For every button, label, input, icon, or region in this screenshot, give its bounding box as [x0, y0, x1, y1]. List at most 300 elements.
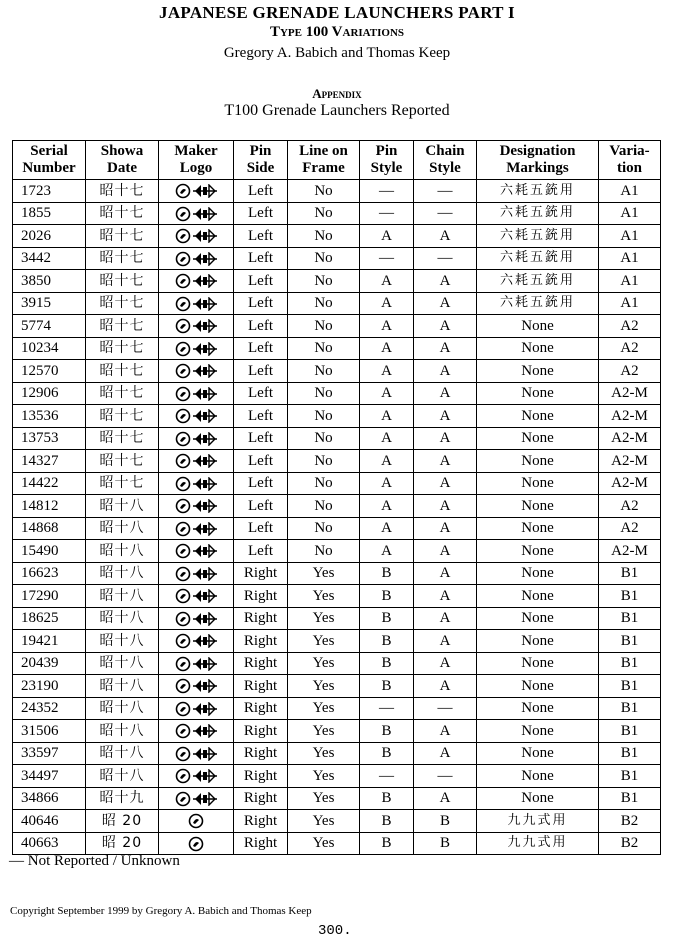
- cell-chain-style: A: [414, 585, 477, 608]
- cell-designation-markings: None: [477, 405, 599, 428]
- column-header-line: Logo: [179, 160, 213, 176]
- cell-serial-number: 20439: [13, 652, 86, 675]
- cell-line-on-frame: No: [288, 517, 360, 540]
- cell-variation: A2: [599, 517, 661, 540]
- cell-serial-number: 5774: [13, 315, 86, 338]
- table-row: [13, 540, 661, 563]
- cell-chain-style: A: [414, 382, 477, 405]
- cell-line-on-frame: Yes: [288, 787, 360, 810]
- cell-pin-side: Right: [234, 832, 288, 855]
- cell-variation: A2-M: [599, 472, 661, 495]
- column-header-line: Pin: [249, 143, 272, 159]
- cell-variation: B2: [599, 810, 661, 833]
- cell-line-on-frame: Yes: [288, 810, 360, 833]
- cell-line-on-frame: Yes: [288, 742, 360, 765]
- column-header-line: Varia-: [609, 143, 650, 159]
- table-row: [13, 810, 661, 833]
- cell-serial-number: 24352: [13, 697, 86, 720]
- cell-variation: B1: [599, 765, 661, 788]
- cell-serial-number: 33597: [13, 742, 86, 765]
- cell-showa-date: 昭十七: [86, 202, 159, 225]
- column-header-serial-number: [13, 141, 86, 180]
- column-header-pin-style: [360, 141, 414, 180]
- cell-pin-style: A: [360, 382, 414, 405]
- table-row: [13, 742, 661, 765]
- table-row: [13, 360, 661, 383]
- maker-logo-icon: [175, 183, 218, 199]
- table-row: [13, 202, 661, 225]
- cell-line-on-frame: No: [288, 270, 360, 293]
- cell-chain-style: —: [414, 180, 477, 203]
- cell-pin-style: A: [360, 292, 414, 315]
- column-header-line: Serial: [30, 143, 68, 159]
- legend-note: — Not Reported / Unknown: [9, 853, 180, 869]
- cell-designation-markings: None: [477, 360, 599, 383]
- cell-showa-date: 昭十八: [86, 517, 159, 540]
- cell-designation-markings: None: [477, 540, 599, 563]
- cell-pin-side: Right: [234, 810, 288, 833]
- cell-pin-side: Left: [234, 472, 288, 495]
- column-header-line: Frame: [302, 160, 345, 176]
- cell-maker-logo: [159, 427, 234, 450]
- cell-line-on-frame: No: [288, 225, 360, 248]
- maker-logo-icon: [175, 476, 218, 492]
- cell-designation-markings: None: [477, 562, 599, 585]
- cell-serial-number: 1723: [13, 180, 86, 203]
- cell-designation-markings: 六耗五銃用: [477, 202, 599, 225]
- cell-pin-side: Left: [234, 540, 288, 563]
- cell-pin-style: A: [360, 517, 414, 540]
- cell-designation-markings: 六耗五銃用: [477, 225, 599, 248]
- cell-variation: A2-M: [599, 427, 661, 450]
- cell-pin-side: Left: [234, 450, 288, 473]
- cell-serial-number: 31506: [13, 720, 86, 743]
- cell-designation-markings: None: [477, 652, 599, 675]
- cell-pin-style: B: [360, 720, 414, 743]
- maker-logo-icon: [175, 521, 218, 537]
- cell-pin-side: Left: [234, 202, 288, 225]
- cell-chain-style: A: [414, 517, 477, 540]
- cell-line-on-frame: Yes: [288, 562, 360, 585]
- cell-variation: A2: [599, 337, 661, 360]
- table-row: [13, 787, 661, 810]
- cell-serial-number: 40663: [13, 832, 86, 855]
- cell-pin-side: Left: [234, 382, 288, 405]
- table-row: [13, 382, 661, 405]
- maker-logo-icon: [175, 723, 218, 739]
- cell-variation: A1: [599, 225, 661, 248]
- cell-maker-logo: [159, 540, 234, 563]
- cell-chain-style: A: [414, 360, 477, 383]
- cell-pin-side: Right: [234, 787, 288, 810]
- cell-chain-style: A: [414, 337, 477, 360]
- cell-pin-style: A: [360, 540, 414, 563]
- cell-showa-date: 昭十八: [86, 562, 159, 585]
- table-row: [13, 697, 661, 720]
- cell-showa-date: 昭十八: [86, 720, 159, 743]
- cell-chain-style: A: [414, 495, 477, 518]
- cell-pin-style: —: [360, 202, 414, 225]
- cell-designation-markings: None: [477, 337, 599, 360]
- cell-pin-side: Left: [234, 270, 288, 293]
- cell-maker-logo: [159, 225, 234, 248]
- cell-line-on-frame: No: [288, 180, 360, 203]
- cell-maker-logo: [159, 382, 234, 405]
- maker-logo-single-icon: [188, 813, 204, 829]
- cell-serial-number: 23190: [13, 675, 86, 698]
- maker-logo-icon: [175, 498, 218, 514]
- cell-pin-side: Left: [234, 180, 288, 203]
- cell-chain-style: —: [414, 247, 477, 270]
- cell-maker-logo: [159, 450, 234, 473]
- cell-pin-style: B: [360, 585, 414, 608]
- cell-maker-logo: [159, 315, 234, 338]
- maker-logo-icon: [175, 341, 218, 357]
- cell-line-on-frame: No: [288, 382, 360, 405]
- cell-showa-date: 昭十九: [86, 787, 159, 810]
- cell-pin-side: Right: [234, 675, 288, 698]
- cell-maker-logo: [159, 337, 234, 360]
- cell-line-on-frame: Yes: [288, 765, 360, 788]
- table-row: [13, 180, 661, 203]
- cell-designation-markings: None: [477, 495, 599, 518]
- cell-variation: A1: [599, 292, 661, 315]
- maker-logo-icon: [175, 768, 218, 784]
- maker-logo-icon: [175, 273, 218, 289]
- table-row: [13, 427, 661, 450]
- cell-showa-date: 昭十七: [86, 427, 159, 450]
- cell-line-on-frame: No: [288, 450, 360, 473]
- cell-serial-number: 14422: [13, 472, 86, 495]
- maker-logo-icon: [175, 543, 218, 559]
- cell-pin-side: Left: [234, 427, 288, 450]
- maker-logo-icon: [175, 678, 218, 694]
- cell-showa-date: 昭十七: [86, 270, 159, 293]
- cell-showa-date: 昭十七: [86, 405, 159, 428]
- maker-logo-icon: [175, 453, 218, 469]
- column-header-line-on-frame: [288, 141, 360, 180]
- cell-designation-markings: 九九式用: [477, 810, 599, 833]
- cell-line-on-frame: No: [288, 315, 360, 338]
- cell-variation: A2: [599, 360, 661, 383]
- cell-serial-number: 34866: [13, 787, 86, 810]
- maker-logo-icon: [175, 633, 218, 649]
- cell-line-on-frame: No: [288, 427, 360, 450]
- column-header-designation-markings: [477, 141, 599, 180]
- cell-variation: A1: [599, 180, 661, 203]
- cell-showa-date: 昭十八: [86, 630, 159, 653]
- cell-maker-logo: [159, 607, 234, 630]
- cell-pin-style: B: [360, 630, 414, 653]
- cell-pin-style: A: [360, 315, 414, 338]
- cell-showa-date: 昭十八: [86, 742, 159, 765]
- cell-variation: B1: [599, 787, 661, 810]
- cell-maker-logo: [159, 270, 234, 293]
- launcher-table: [12, 140, 661, 855]
- column-header-line: Designation: [499, 143, 576, 159]
- cell-chain-style: A: [414, 315, 477, 338]
- cell-maker-logo: [159, 720, 234, 743]
- cell-serial-number: 18625: [13, 607, 86, 630]
- cell-designation-markings: 九九式用: [477, 832, 599, 855]
- column-header-line: Style: [429, 160, 461, 176]
- column-header-variation: [599, 141, 661, 180]
- table-row: [13, 765, 661, 788]
- cell-variation: B2: [599, 832, 661, 855]
- cell-variation: A2-M: [599, 540, 661, 563]
- cell-pin-style: B: [360, 832, 414, 855]
- column-header-pin-side: [234, 141, 288, 180]
- table-row: [13, 472, 661, 495]
- cell-pin-style: B: [360, 607, 414, 630]
- cell-maker-logo: [159, 630, 234, 653]
- cell-maker-logo: [159, 472, 234, 495]
- cell-serial-number: 34497: [13, 765, 86, 788]
- cell-serial-number: 3915: [13, 292, 86, 315]
- cell-variation: B1: [599, 720, 661, 743]
- appendix-heading: Appendix: [312, 86, 362, 101]
- cell-serial-number: 13536: [13, 405, 86, 428]
- cell-pin-side: Right: [234, 630, 288, 653]
- cell-pin-side: Right: [234, 742, 288, 765]
- cell-chain-style: A: [414, 675, 477, 698]
- cell-showa-date: 昭十七: [86, 472, 159, 495]
- cell-line-on-frame: Yes: [288, 585, 360, 608]
- column-header-line: Maker: [174, 143, 218, 159]
- cell-variation: A2-M: [599, 405, 661, 428]
- column-header-line: Markings: [506, 160, 569, 176]
- cell-line-on-frame: No: [288, 405, 360, 428]
- cell-chain-style: —: [414, 202, 477, 225]
- cell-chain-style: A: [414, 630, 477, 653]
- cell-chain-style: A: [414, 607, 477, 630]
- cell-serial-number: 10234: [13, 337, 86, 360]
- cell-maker-logo: [159, 742, 234, 765]
- maker-logo-single-icon: [188, 836, 204, 852]
- cell-pin-side: Left: [234, 247, 288, 270]
- cell-showa-date: 昭十七: [86, 360, 159, 383]
- table-row: [13, 247, 661, 270]
- column-header-maker-logo: [159, 141, 234, 180]
- cell-chain-style: A: [414, 270, 477, 293]
- cell-chain-style: A: [414, 562, 477, 585]
- table-row: [13, 292, 661, 315]
- cell-pin-style: B: [360, 742, 414, 765]
- cell-chain-style: A: [414, 292, 477, 315]
- table-row: [13, 630, 661, 653]
- cell-chain-style: A: [414, 225, 477, 248]
- cell-variation: A1: [599, 202, 661, 225]
- column-header-line: Showa: [100, 143, 144, 159]
- maker-logo-icon: [175, 408, 218, 424]
- cell-showa-date: 昭十八: [86, 697, 159, 720]
- table-row: [13, 270, 661, 293]
- cell-line-on-frame: Yes: [288, 697, 360, 720]
- cell-variation: A2: [599, 315, 661, 338]
- maker-logo-icon: [175, 656, 218, 672]
- cell-line-on-frame: Yes: [288, 675, 360, 698]
- cell-pin-side: Left: [234, 315, 288, 338]
- cell-maker-logo: [159, 405, 234, 428]
- authors-line: Gregory A. Babich and Thomas Keep: [223, 45, 451, 61]
- table-row: [13, 225, 661, 248]
- cell-designation-markings: None: [477, 720, 599, 743]
- cell-pin-style: —: [360, 765, 414, 788]
- cell-line-on-frame: No: [288, 495, 360, 518]
- table-row: [13, 517, 661, 540]
- cell-pin-side: Right: [234, 720, 288, 743]
- table-row: [13, 405, 661, 428]
- cell-designation-markings: None: [477, 742, 599, 765]
- maker-logo-icon: [175, 251, 218, 267]
- cell-pin-side: Left: [234, 517, 288, 540]
- cell-variation: A2-M: [599, 450, 661, 473]
- cell-serial-number: 16623: [13, 562, 86, 585]
- cell-chain-style: A: [414, 720, 477, 743]
- cell-chain-style: A: [414, 742, 477, 765]
- column-header-line: tion: [616, 160, 642, 176]
- cell-line-on-frame: No: [288, 337, 360, 360]
- cell-serial-number: 14868: [13, 517, 86, 540]
- cell-pin-style: A: [360, 270, 414, 293]
- cell-serial-number: 3850: [13, 270, 86, 293]
- column-header-line: Style: [370, 160, 403, 176]
- maker-logo-icon: [175, 296, 218, 312]
- cell-pin-side: Right: [234, 562, 288, 585]
- cell-variation: B1: [599, 630, 661, 653]
- maker-logo-icon: [175, 228, 218, 244]
- maker-logo-icon: [175, 701, 218, 717]
- table-row: [13, 337, 661, 360]
- table-row: [13, 675, 661, 698]
- cell-variation: B1: [599, 607, 661, 630]
- cell-serial-number: 12570: [13, 360, 86, 383]
- cell-line-on-frame: No: [288, 472, 360, 495]
- cell-maker-logo: [159, 360, 234, 383]
- cell-serial-number: 3442: [13, 247, 86, 270]
- cell-pin-side: Right: [234, 697, 288, 720]
- cell-line-on-frame: Yes: [288, 630, 360, 653]
- cell-pin-side: Left: [234, 225, 288, 248]
- cell-variation: B1: [599, 697, 661, 720]
- cell-pin-style: —: [360, 247, 414, 270]
- cell-chain-style: —: [414, 765, 477, 788]
- cell-pin-style: B: [360, 810, 414, 833]
- cell-pin-style: A: [360, 337, 414, 360]
- cell-pin-style: A: [360, 360, 414, 383]
- cell-pin-side: Left: [234, 292, 288, 315]
- cell-serial-number: 14812: [13, 495, 86, 518]
- cell-maker-logo: [159, 810, 234, 833]
- cell-serial-number: 15490: [13, 540, 86, 563]
- cell-chain-style: A: [414, 787, 477, 810]
- cell-showa-date: 昭十七: [86, 247, 159, 270]
- cell-designation-markings: None: [477, 315, 599, 338]
- cell-pin-style: A: [360, 405, 414, 428]
- cell-pin-side: Right: [234, 607, 288, 630]
- cell-maker-logo: [159, 697, 234, 720]
- cell-variation: A1: [599, 247, 661, 270]
- cell-serial-number: 2026: [13, 225, 86, 248]
- cell-serial-number: 13753: [13, 427, 86, 450]
- cell-showa-date: 昭十七: [86, 315, 159, 338]
- cell-pin-style: A: [360, 472, 414, 495]
- cell-chain-style: A: [414, 405, 477, 428]
- maker-logo-icon: [175, 363, 218, 379]
- cell-maker-logo: [159, 787, 234, 810]
- cell-designation-markings: None: [477, 765, 599, 788]
- copyright-line: Copyright September 1999 by Gregory A. Babich and Thomas Keep: [10, 905, 312, 917]
- cell-pin-style: A: [360, 225, 414, 248]
- cell-pin-side: Right: [234, 765, 288, 788]
- cell-serial-number: 40646: [13, 810, 86, 833]
- cell-maker-logo: [159, 652, 234, 675]
- cell-designation-markings: None: [477, 675, 599, 698]
- cell-showa-date: 昭 20: [86, 810, 159, 833]
- cell-maker-logo: [159, 765, 234, 788]
- cell-showa-date: 昭十七: [86, 225, 159, 248]
- table-row: [13, 315, 661, 338]
- cell-designation-markings: None: [477, 382, 599, 405]
- table-row: [13, 562, 661, 585]
- cell-variation: B1: [599, 652, 661, 675]
- cell-designation-markings: 六耗五銃用: [477, 270, 599, 293]
- cell-pin-side: Left: [234, 360, 288, 383]
- maker-logo-icon: [175, 588, 218, 604]
- cell-maker-logo: [159, 675, 234, 698]
- cell-line-on-frame: No: [288, 540, 360, 563]
- cell-designation-markings: 六耗五銃用: [477, 180, 599, 203]
- cell-variation: A2-M: [599, 382, 661, 405]
- cell-chain-style: B: [414, 810, 477, 833]
- column-header-line: Line on: [299, 143, 348, 159]
- cell-chain-style: A: [414, 540, 477, 563]
- cell-pin-style: A: [360, 427, 414, 450]
- cell-variation: A1: [599, 270, 661, 293]
- column-header-line: Side: [246, 160, 275, 176]
- cell-showa-date: 昭十七: [86, 292, 159, 315]
- cell-chain-style: A: [414, 652, 477, 675]
- cell-variation: A2: [599, 495, 661, 518]
- cell-chain-style: B: [414, 832, 477, 855]
- table-row: [13, 652, 661, 675]
- cell-serial-number: 14327: [13, 450, 86, 473]
- cell-designation-markings: 六耗五銃用: [477, 247, 599, 270]
- cell-designation-markings: None: [477, 585, 599, 608]
- cell-maker-logo: [159, 180, 234, 203]
- cell-designation-markings: None: [477, 450, 599, 473]
- cell-line-on-frame: Yes: [288, 607, 360, 630]
- table-row: [13, 585, 661, 608]
- cell-chain-style: A: [414, 472, 477, 495]
- cell-showa-date: 昭十七: [86, 180, 159, 203]
- maker-logo-icon: [175, 566, 218, 582]
- cell-maker-logo: [159, 585, 234, 608]
- table-header-row: [13, 141, 661, 180]
- cell-showa-date: 昭十七: [86, 337, 159, 360]
- cell-pin-side: Left: [234, 405, 288, 428]
- cell-pin-style: B: [360, 787, 414, 810]
- column-header-chain-style: [414, 141, 477, 180]
- cell-variation: B1: [599, 675, 661, 698]
- cell-pin-style: —: [360, 180, 414, 203]
- cell-line-on-frame: No: [288, 202, 360, 225]
- column-header-line: Number: [22, 160, 76, 176]
- document-subtitle: Type 100 Variations: [269, 24, 405, 40]
- cell-designation-markings: None: [477, 607, 599, 630]
- cell-designation-markings: None: [477, 517, 599, 540]
- cell-pin-side: Left: [234, 495, 288, 518]
